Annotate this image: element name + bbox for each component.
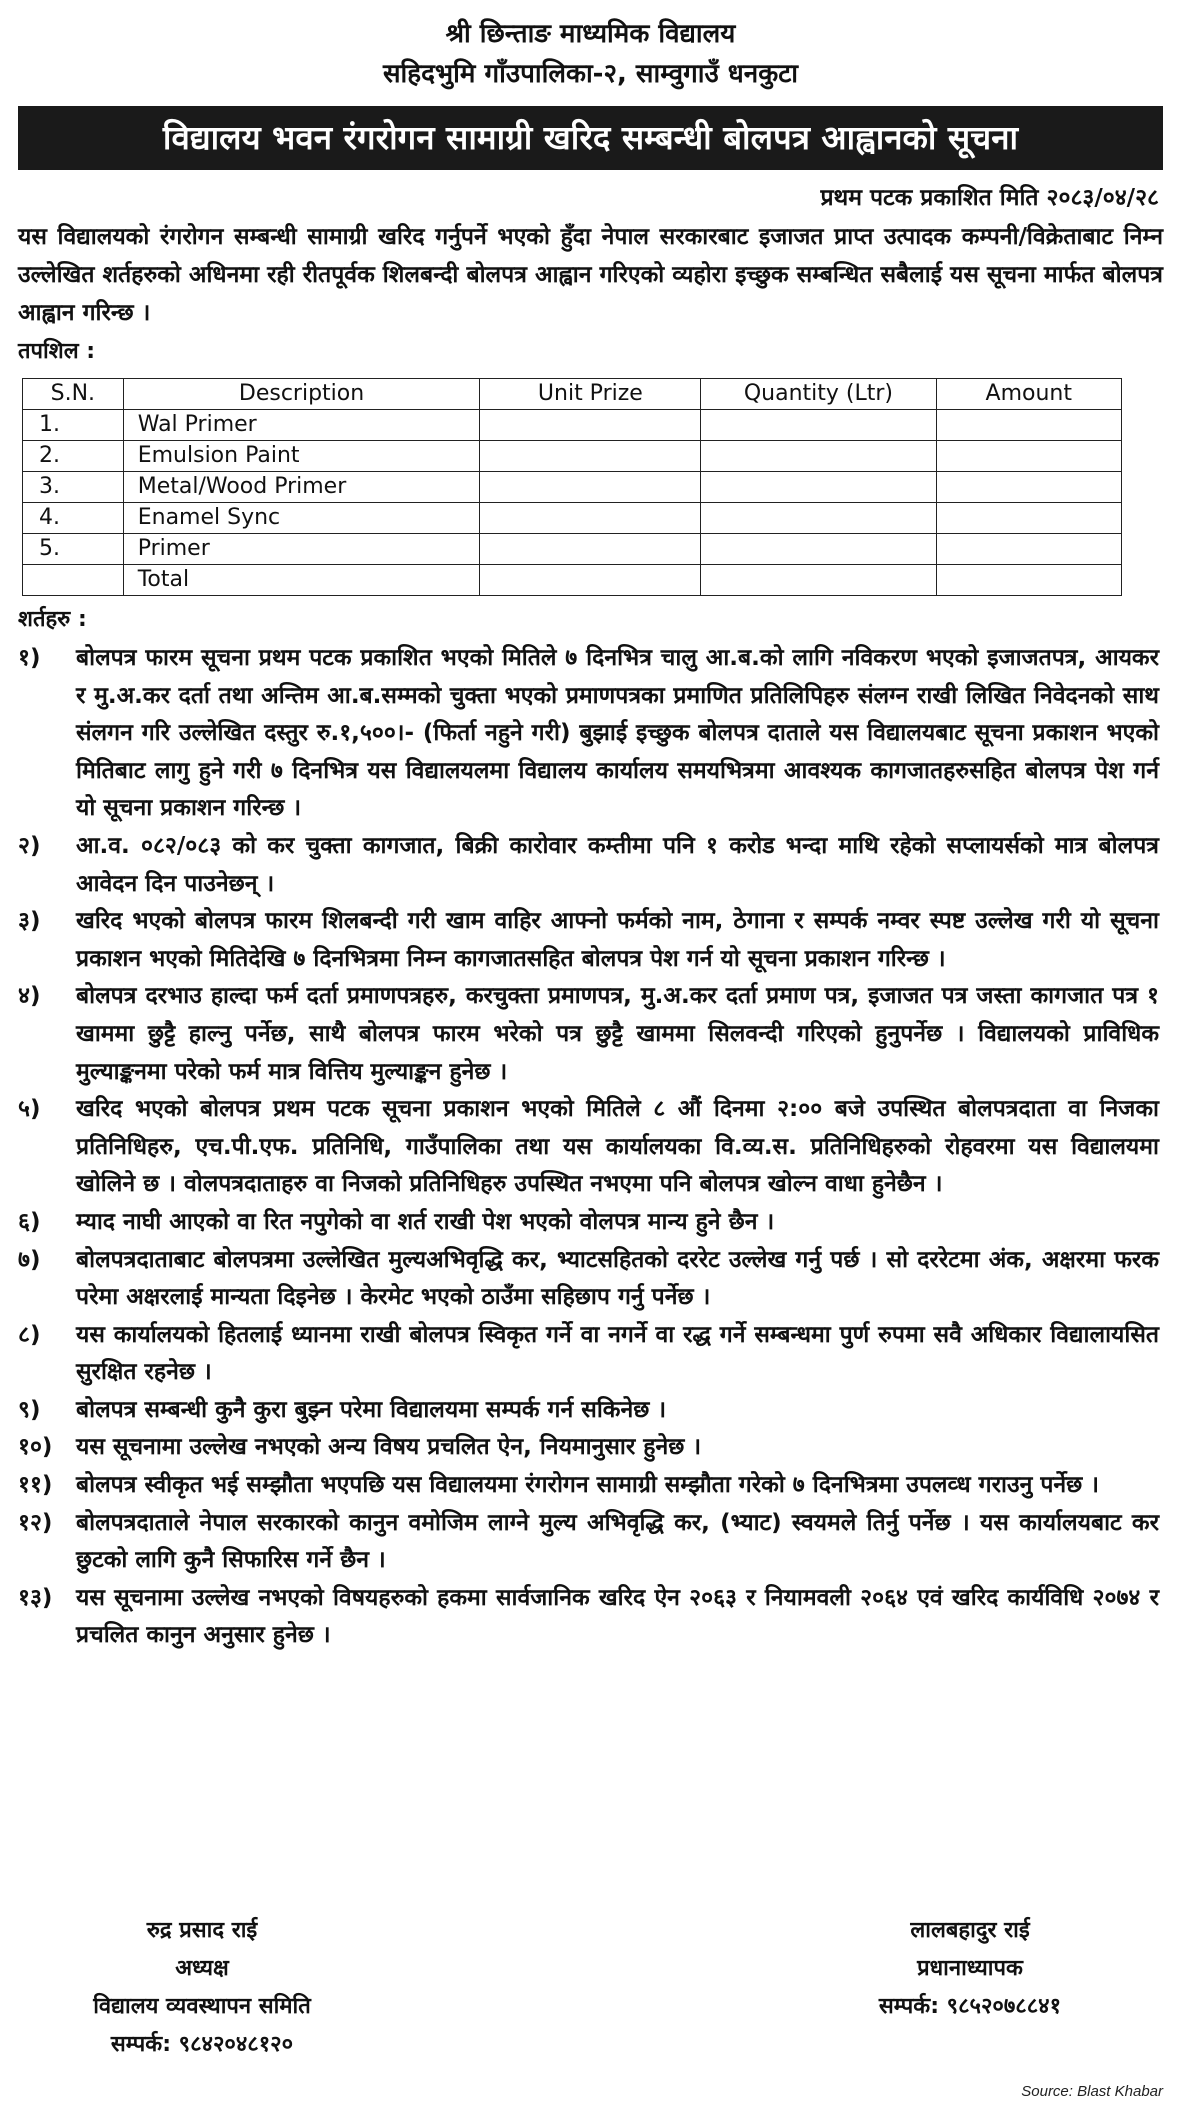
row-unit-prize (480, 410, 701, 441)
row-unit-prize (480, 441, 701, 472)
table-row (23, 503, 1122, 534)
row-unit-prize (480, 565, 701, 596)
term-number: ११) (18, 1472, 53, 1499)
row-quantity (701, 534, 936, 565)
chairperson-signature (42, 1912, 362, 2064)
term-text: खरिद भएको बोलपत्र फारम शिलबन्दी गरी खाम वाहिर आफ्नो फर्मको नाम, ठेगाना र सम्पर्क नम्वर स्पष्ट उल्लेख गरी यो सूचना प्रकाशन भएको मितिदेखि ७ दिनभित्रमा निम्न कागजातसहित बोलपत्र पेश गर्न यो सूचना प्रकाशन गरिन्छ । (76, 908, 1159, 972)
header-amount: Amount (936, 379, 1121, 410)
row-sn: 5. (23, 534, 124, 565)
header-description: Description (123, 379, 480, 410)
term-item (18, 1317, 1163, 1392)
term-item (18, 903, 1163, 978)
row-sn (23, 565, 124, 596)
notice-title: विद्यालय भवन रंगरोगन सामाग्री खरिद सम्बन्धी बोलपत्र आह्वानको सूचना (18, 106, 1163, 170)
table-header-row (23, 379, 1122, 410)
schedule-label: तपशिल : (18, 339, 96, 364)
intro-paragraph: यस विद्यालयको रंगरोगन सम्बन्धी सामाग्री खरिद गर्नुपर्ने भएको हुँदा नेपाल सरकारबाट इजाजत प्राप्त उत्पादक कम्पनी/विक्रेताबाट निम्न उल्लेखित शर्तहरुको अधिनमा रही रीतपूर्वक शिलबन्दी बोलपत्र आह्वान गरिएको व्यहोरा इच्छुक सम्बन्धित सबैलाई यस सूचना मार्फत बोलपत्र आह्वान गरिन्छ । (18, 224, 1163, 326)
row-sn: 1. (23, 410, 124, 441)
header-unit-prize: Unit Prize (480, 379, 701, 410)
term-item (18, 1204, 1163, 1242)
row-sn: 3. (23, 472, 124, 503)
source-credit: Source: Blast Khabar (1021, 2083, 1163, 2100)
committee-name: विद्यालय व्यवस्थापन समिति (93, 1994, 311, 2019)
headteacher-role: प्रधानाध्यापक (917, 1956, 1023, 1981)
term-number: १३) (18, 1584, 53, 1611)
term-number: ५) (18, 1096, 41, 1123)
row-amount (936, 534, 1121, 565)
term-item (18, 1091, 1163, 1204)
chairperson-name: रुद्र प्रसाद राई (146, 1918, 258, 1943)
term-text: बोलपत्र फारम सूचना प्रथम पटक प्रकाशित भएको मितिले ७ दिनभित्र चालु आ.ब.को लागि नविकरण भएको इजाजतपत्र, आयकर र मु.अ.कर दर्ता तथा अन्तिम आ.ब.सम्मको चुक्ता भएको प्रमाणपत्रका प्रमाणित प्रतिलिपिहरु संलग्न राखी लिखित निवेदनको साथ संलगन गरि उल्लेखित दस्तुर रु.१,५००।- (फिर्ता नहुने गरी) बुझाई इच्छुक बोलपत्र दाताले यस विद्यालयबाट सूचना प्रकाशन भएको मितिबाट लागु हुने गरी ७ दिनभित्र यस विद्यालयलमा विद्यालय कार्यालय समयभित्रमा आवश्यक कागजातहरुसहित बोलपत्र पेश गर्न यो सूचना प्रकाशन गरिन्छ । (76, 645, 1159, 822)
term-text: बोलपत्र स्वीकृत भई सम्झौता भएपछि यस विद्यालयमा रंगरोगन सामाग्री सम्झौता गरेको ७ दिनभित्रमा उपलव्ध गराउनु पर्नेछ । (76, 1472, 1100, 1499)
headteacher-contact: सम्पर्क: ९८५२०७८८४१ (878, 1994, 1062, 2019)
term-item (18, 1392, 1163, 1430)
term-item (18, 828, 1163, 903)
chairperson-role: अध्यक्ष (175, 1956, 229, 1981)
term-text: आ.व. ०८२/०८३ को कर चुक्ता कागजात, बिक्री कारोवार कम्तीमा पनि १ करोड भन्दा माथि रहेको सप्लायर्सको मात्र बोलपत्र आवेदन दिन पाउनेछन् । (76, 832, 1159, 897)
terms-label: शर्तहरु : (18, 607, 87, 632)
row-unit-prize (480, 472, 701, 503)
row-sn: 4. (23, 503, 124, 534)
term-text: यस कार्यालयको हितलाई ध्यानमा राखी बोलपत्र स्विकृत गर्ने वा नगर्ने वा रद्ध गर्ने सम्बन्धमा पुर्ण रुपमा सवै अधिकार विद्यालायसित सुरक्षित रहनेछ । (76, 1321, 1159, 1386)
row-unit-prize (480, 503, 701, 534)
term-item (18, 1242, 1163, 1317)
row-amount (936, 410, 1121, 441)
publish-date: प्रथम पटक प्रकाशित मिति २०८३/०४/२८ (820, 185, 1159, 211)
term-number: ९) (18, 1396, 41, 1423)
row-description: Wal Primer (123, 410, 480, 441)
chairperson-contact: सम्पर्क: ९८४२०४८१२० (110, 2032, 294, 2057)
row-quantity (701, 441, 936, 472)
row-amount (936, 441, 1121, 472)
row-description: Emulsion Paint (123, 441, 480, 472)
table-row (23, 472, 1122, 503)
term-item (18, 1467, 1163, 1505)
term-item (18, 978, 1163, 1091)
term-item (18, 1505, 1163, 1580)
term-number: ४) (18, 983, 41, 1010)
row-unit-prize (480, 534, 701, 565)
row-amount (936, 472, 1121, 503)
term-text: खरिद भएको बोलपत्र प्रथम पटक सूचना प्रकाशन भएको मितिले ८ औं दिनमा २:०० बजे उपस्थित बोलपत्रदाता वा निजका प्रतिनिधिहरु, एच.पी.एफ. प्रतिनिधि, गाउँपालिका तथा यस कार्यालयका वि.व्य.स. प्रतिनिधिहरुको रोहवरमा यस विद्यालयमा खोलिने छ । वोलपत्रदाताहरु वा निजको प्रतिनिधिहरु उपस्थित नभएमा पनि बोलपत्र खोल्न वाधा हुनेछैन । (76, 1096, 1159, 1198)
term-text: यस सूचनामा उल्लेख नभएको विषयहरुको हकमा सार्वजानिक खरिद ऐन २०६३ र नियामवली २०६४ एवं खरिद कार्यविधि २०७४ र प्रचलित कानुन अनुसार हुनेछ । (76, 1584, 1159, 1649)
table-row (23, 441, 1122, 472)
row-description: Primer (123, 534, 480, 565)
row-quantity (701, 503, 936, 534)
row-amount (936, 565, 1121, 596)
term-text: बोलपत्र सम्बन्धी कुनै कुरा बुझ्न परेमा विद्यालयमा सम्पर्क गर्न सकिनेछ । (76, 1396, 667, 1423)
term-item (18, 1429, 1163, 1467)
row-description: Metal/Wood Primer (123, 472, 480, 503)
header-quantity: Quantity (Ltr) (701, 379, 936, 410)
row-sn: 2. (23, 441, 124, 472)
term-text: म्याद नाघी आएको वा रित नपुगेको वा शर्त राखी पेश भएको वोलपत्र मान्य हुने छैन । (76, 1208, 775, 1235)
term-item (18, 640, 1163, 828)
term-number: ७) (18, 1246, 41, 1273)
row-quantity (701, 565, 936, 596)
term-number: १) (18, 645, 41, 671)
row-quantity (701, 410, 936, 441)
term-number: १०) (18, 1434, 53, 1461)
row-description: Enamel Sync (123, 503, 480, 534)
term-item (18, 1580, 1163, 1655)
row-amount (936, 503, 1121, 534)
headteacher-name: लालबहादुर राई (910, 1918, 1030, 1943)
term-number: १२) (18, 1509, 53, 1536)
term-text: यस सूचनामा उल्लेख नभएको अन्य विषय प्रचलित ऐन, नियमानुसार हुनेछ । (76, 1434, 702, 1461)
term-number: २) (18, 832, 41, 859)
row-description: Total (123, 565, 480, 596)
school-name: श्री छिन्ताङ माध्यमिक विद्यालय (445, 19, 736, 49)
term-text: बोलपत्र दरभाउ हाल्दा फर्म दर्ता प्रमाणपत्रहरु, करचुक्ता प्रमाणपत्र, मु.अ.कर दर्ता प्रमाण पत्र, इजाजत पत्र जस्ता कागजात पत्र १ खाममा छुट्टै हाल्नु पर्नेछ, साथै बोलपत्र फारम भरेको पत्र छुट्टै खाममा सिलवन्दी गरिएको हुनुपर्नेछ । विद्यालयको प्राविधिक मुल्याङ्कनमा परेको फर्म मात्र वित्तिय मुल्याङ्कन हुनेछ । (76, 983, 1159, 1085)
term-number: ६) (18, 1208, 41, 1235)
term-text: बोलपत्रदाताले नेपाल सरकारको कानुन वमोजिम लाग्ने मुल्य अभिवृद्धि कर, (भ्याट) स्वयमले तिर्नु पर्नेछ । यस कार्यालयबाट कर छुटको लागि कुनै सिफारिस गर्ने छैन । (76, 1509, 1159, 1574)
school-address: सहिदभुमि गाँउपालिका-२, साम्वुगाउँ धनकुटा (382, 59, 799, 89)
table-row (23, 410, 1122, 441)
table-row (23, 534, 1122, 565)
terms-list (18, 640, 1163, 1655)
term-number: ३) (18, 908, 41, 935)
term-text: बोलपत्रदाताबाट बोलपत्रमा उल्लेखित मुल्यअभिवृद्धि कर, भ्याटसहितको दररेट उल्लेख गर्नु पर्छ । सो दररेटमा अंक, अक्षरमा फरक परेमा अक्षरलाई मान्यता दिइनेछ । केरमेट भएको ठाउँमा सहिछाप गर्नु पर्नेछ । (76, 1246, 1159, 1311)
row-quantity (701, 472, 936, 503)
term-number: ८) (18, 1321, 41, 1348)
header-sn: S.N. (23, 379, 124, 410)
items-table (22, 378, 1122, 596)
table-total-row (23, 565, 1122, 596)
signature-block (0, 1912, 1181, 2072)
headteacher-signature (820, 1912, 1120, 2026)
